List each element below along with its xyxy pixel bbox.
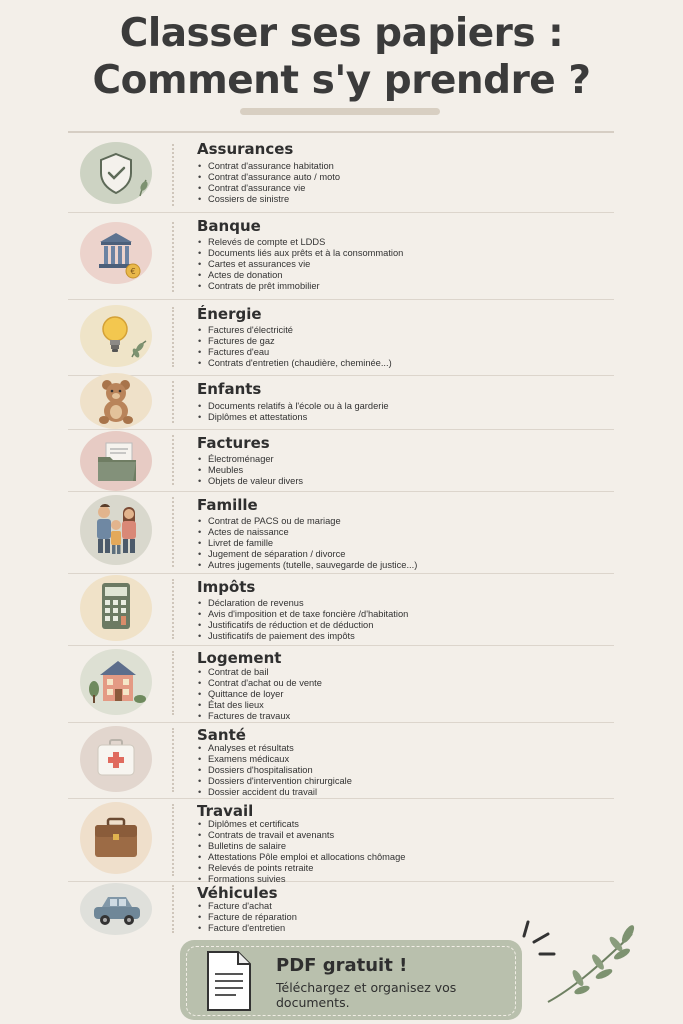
list-item: • Livret de famille <box>197 538 417 549</box>
list-item: • Contrat d'assurance vie <box>197 183 340 194</box>
list-item: • Facture d'entretien <box>197 923 297 934</box>
item-list <box>197 454 303 487</box>
title-line-1: Classer ses papiers : <box>119 11 564 56</box>
first-aid-kit-icon <box>80 726 152 792</box>
section-title: Factures <box>197 434 270 452</box>
section-title: Famille <box>197 496 258 514</box>
section-separator <box>172 651 174 715</box>
item-list <box>197 237 403 292</box>
section-energie <box>68 299 614 376</box>
list-item: • Avis d'imposition et de taxe foncière /d'habitation <box>197 609 408 620</box>
section-separator <box>172 144 174 206</box>
section-title: Impôts <box>197 578 256 596</box>
list-item: • Factures d'eau <box>197 347 392 358</box>
cta-subtext: Téléchargez et organisez vos documents. <box>276 980 457 1010</box>
family-icon <box>80 495 152 565</box>
section-separator <box>172 885 174 933</box>
section-enfants <box>68 375 614 430</box>
folder-icon <box>80 431 152 491</box>
list-item: • Diplômes et certificats <box>197 819 405 830</box>
list-item: • Formations suivies <box>197 874 405 885</box>
list-item: • Dossiers d'intervention chirurgicale <box>197 776 352 787</box>
list-item: • Contrat d'assurance auto / moto <box>197 172 340 183</box>
list-item: • Attestations Pôle emploi et allocations chômage <box>197 852 405 863</box>
list-item: • État des lieux <box>197 700 322 711</box>
list-item: • Contrat de bail <box>197 667 322 678</box>
section-separator <box>172 804 174 876</box>
list-item: • Contrats d'entretien (chaudière, cheminée...) <box>197 358 392 369</box>
item-list <box>197 161 340 205</box>
list-item: • Analyses et résultats <box>197 743 352 754</box>
section-separator <box>172 728 174 792</box>
list-item: • Autres jugements (tutelle, sauvegarde de justice...) <box>197 560 417 571</box>
list-item: • Quittance de loyer <box>197 689 322 700</box>
section-factures <box>68 429 614 492</box>
list-item: • Contrat d'assurance habitation <box>197 161 340 172</box>
list-item: • Jugement de séparation / divorce <box>197 549 417 560</box>
page-title <box>0 10 683 104</box>
list-item: • Cartes et assurances vie <box>197 259 403 270</box>
list-item: • Contrat d'achat ou de vente <box>197 678 322 689</box>
section-logement <box>68 645 614 723</box>
section-banque <box>68 212 614 300</box>
list-item: • Contrats de prêt immobilier <box>197 281 403 292</box>
section-assurances <box>68 134 614 213</box>
section-separator <box>172 497 174 567</box>
olive-branch-icon <box>540 920 650 1010</box>
list-item: • Examens médicaux <box>197 754 352 765</box>
cta-heading: PDF gratuit ! <box>276 955 408 976</box>
list-item: • Documents relatifs à l'école ou à la garderie <box>197 401 389 412</box>
list-item: • Bulletins de salaire <box>197 841 405 852</box>
section-title: Travail <box>197 802 254 820</box>
item-list <box>197 743 352 798</box>
list-item: • Justificatifs de paiement des impôts <box>197 631 408 642</box>
list-item: • Justificatifs de réduction et de déduction <box>197 620 408 631</box>
list-item: • Cossiers de sinistre <box>197 194 340 205</box>
list-item: • Relevés de compte et LDDS <box>197 237 403 248</box>
section-impots <box>68 573 614 646</box>
house-icon <box>80 649 152 715</box>
list-item: • Actes de naissance <box>197 527 417 538</box>
item-list <box>197 325 392 369</box>
title-underline <box>240 108 440 115</box>
list-item: • Documents liés aux prêts et à la consommation <box>197 248 403 259</box>
list-item: • Dossier accident du travail <box>197 787 352 798</box>
top-divider <box>68 131 614 133</box>
list-item: • Factures de travaux <box>197 711 322 722</box>
list-item: • Contrats de travail et avenants <box>197 830 405 841</box>
shield-icon <box>80 142 152 204</box>
list-item: • Facture de réparation <box>197 912 297 923</box>
list-item: • Meubles <box>197 465 303 476</box>
car-icon <box>80 883 152 935</box>
item-list <box>197 819 405 885</box>
calculator-icon <box>80 575 152 641</box>
section-separator <box>172 381 174 423</box>
list-item: • Objets de valeur divers <box>197 476 303 487</box>
section-separator <box>172 579 174 639</box>
section-title: Santé <box>197 726 246 744</box>
list-item: • Diplômes et attestations <box>197 412 389 423</box>
document-icon <box>204 950 254 1012</box>
section-title: Banque <box>197 217 261 235</box>
list-item: • Déclaration de revenus <box>197 598 408 609</box>
bank-icon <box>80 222 152 284</box>
list-item: • Électroménager <box>197 454 303 465</box>
section-separator <box>172 307 174 367</box>
svg-text:€: € <box>130 267 136 276</box>
list-item: • Factures de gaz <box>197 336 392 347</box>
list-item: • Actes de donation <box>197 270 403 281</box>
section-title: Véhicules <box>197 884 278 902</box>
list-item: • Contrat de PACS ou de mariage <box>197 516 417 527</box>
section-title: Enfants <box>197 380 262 398</box>
section-title: Énergie <box>197 305 262 323</box>
section-separator <box>172 222 174 292</box>
item-list <box>197 901 297 934</box>
section-sante <box>68 722 614 799</box>
lightbulb-icon <box>80 305 152 367</box>
list-item: • Relevés de points retraite <box>197 863 405 874</box>
section-title: Logement <box>197 649 282 667</box>
list-item: • Factures d'électricité <box>197 325 392 336</box>
item-list <box>197 667 322 722</box>
section-famille <box>68 491 614 574</box>
section-title: Assurances <box>197 140 294 158</box>
section-separator <box>172 435 174 485</box>
briefcase-icon <box>80 802 152 874</box>
item-list <box>197 516 417 571</box>
list-item: • Facture d'achat <box>197 901 297 912</box>
item-list <box>197 401 389 423</box>
section-travail <box>68 798 614 882</box>
list-item: • Dossiers d'hospitalisation <box>197 765 352 776</box>
title-line-2: Comment s'y prendre ? <box>92 58 591 103</box>
teddy-bear-icon <box>80 373 152 429</box>
item-list <box>197 598 408 642</box>
